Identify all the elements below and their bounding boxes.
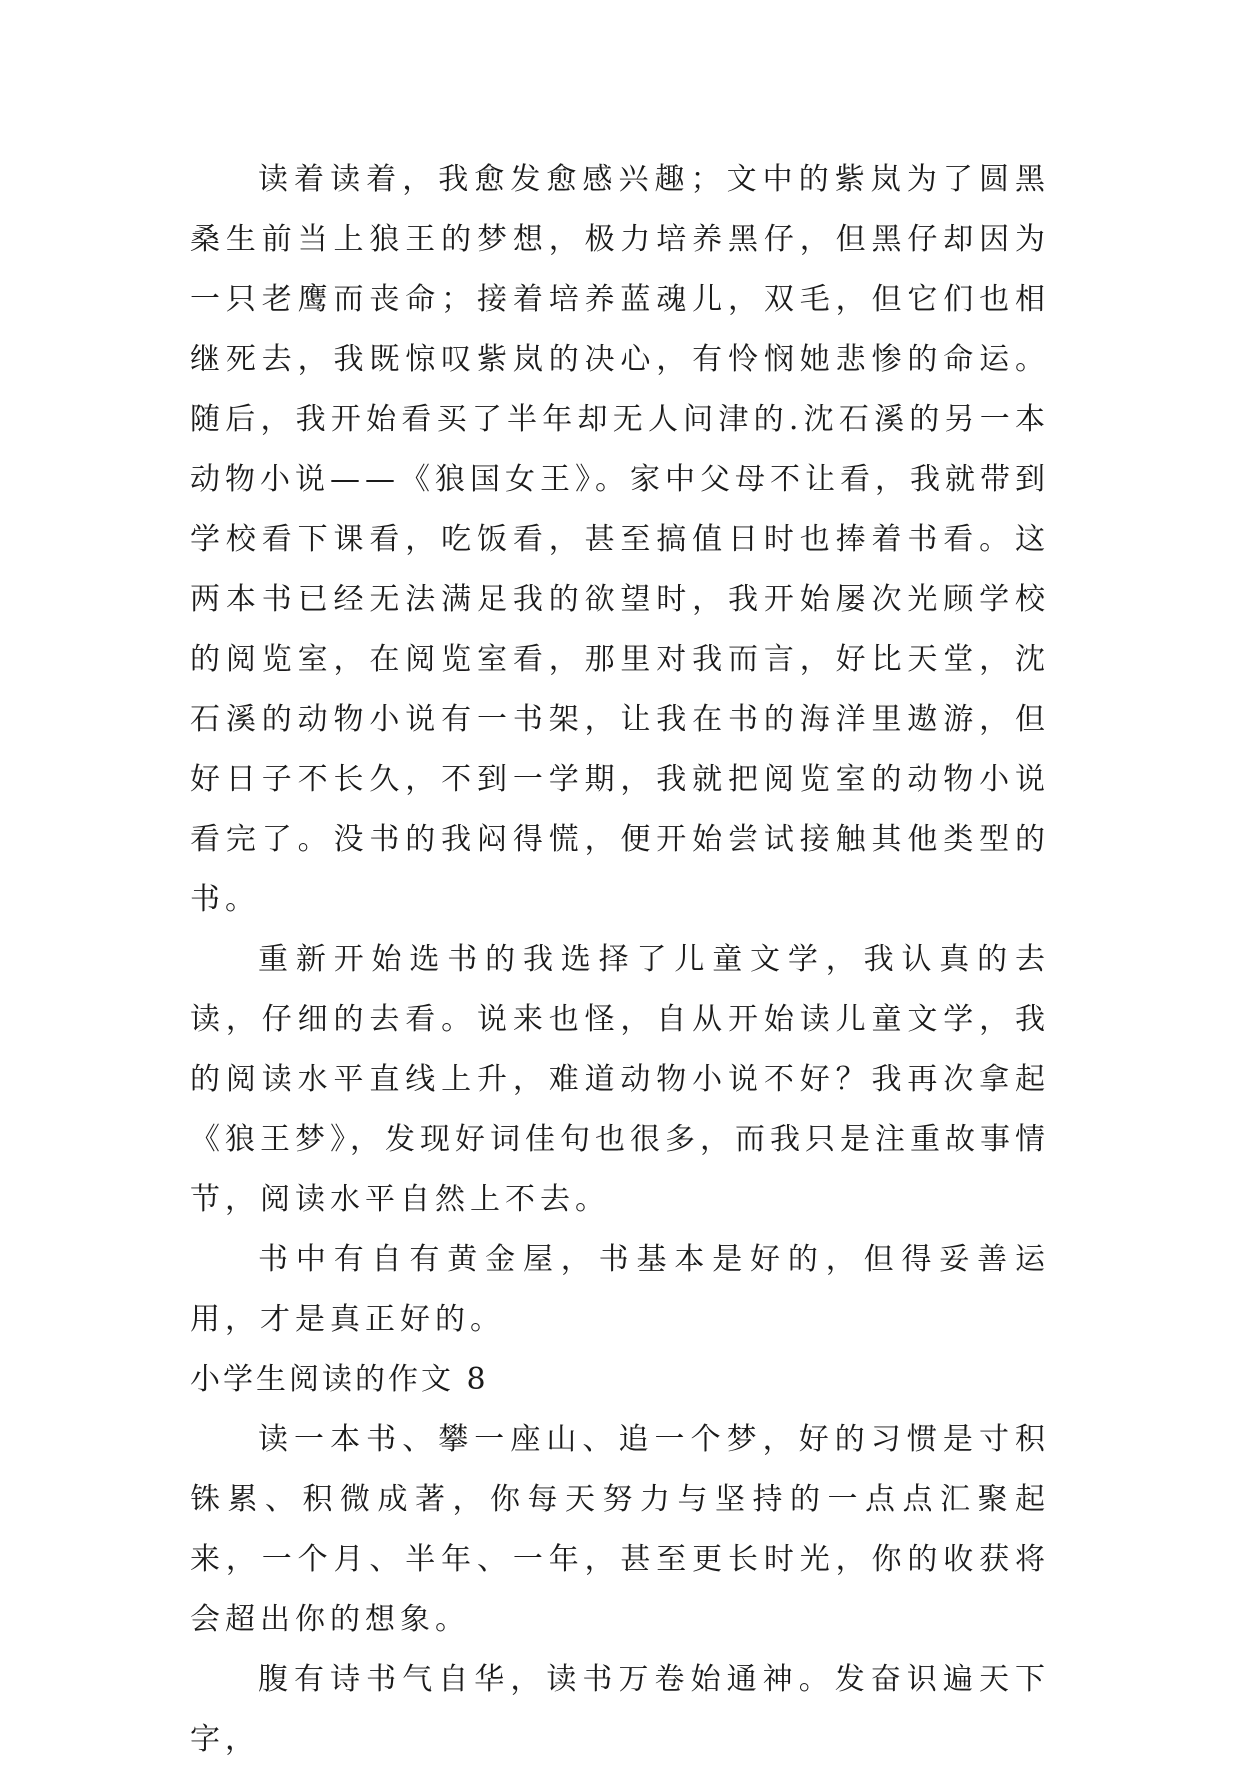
section-title: 小学生阅读的作文 8	[190, 1362, 489, 1397]
paragraph: 读一本书、攀一座山、追一个梦，好的习惯是寸积铢累、积微成著，你每天努力与坚持的一点点汇聚起来，一个月、半年、一年，甚至更长时光，你的收获将会超出你的想象。	[190, 1422, 1050, 1637]
paragraph: 读着读着，我愈发愈感兴趣；文中的紫岚为了圆黑桑生前当上狼王的梦想，极力培养黑仔，但黑仔却因为一只老鹰而丧命；接着培养蓝魂儿，双毛，但它们也相继死去，我既惊叹紫岚的决心，有怜悯她悲惨的命运。随后，我开始看买了半年却无人问津的.沈石溪的另一本动物小说——《狼国女王》。家中父母不让看，我就带到学校看下课看，吃饭看，甚至搞值日时也捧着书看。这两本书已经无法满足我的欲望时，我开始屡次光顾学校的阅览室，在阅览室看，那里对我而言，好比天堂，沈石溪的动物小说有一书架，让我在书的海洋里遨游，但好日子不长久，不到一学期，我就把阅览室的动物小说看完了。没书的我闷得慌，便开始尝试接触其他类型的书。	[190, 162, 1050, 917]
paragraph: 腹有诗书气自华，读书万卷始通神。发奋识遍天下字，	[190, 1662, 1050, 1757]
document-body	[190, 150, 1050, 1770]
paragraph: 重新开始选书的我选择了儿童文学，我认真的去读，仔细的去看。说来也怪，自从开始读儿童文学，我的阅读水平直线上升，难道动物小说不好？我再次拿起《狼王梦》，发现好词佳句也很多，而我只是注重故事情节，阅读水平自然上不去。	[190, 942, 1050, 1217]
paragraph: 书中有自有黄金屋，书基本是好的，但得妥善运用，才是真正好的。	[190, 1242, 1050, 1337]
